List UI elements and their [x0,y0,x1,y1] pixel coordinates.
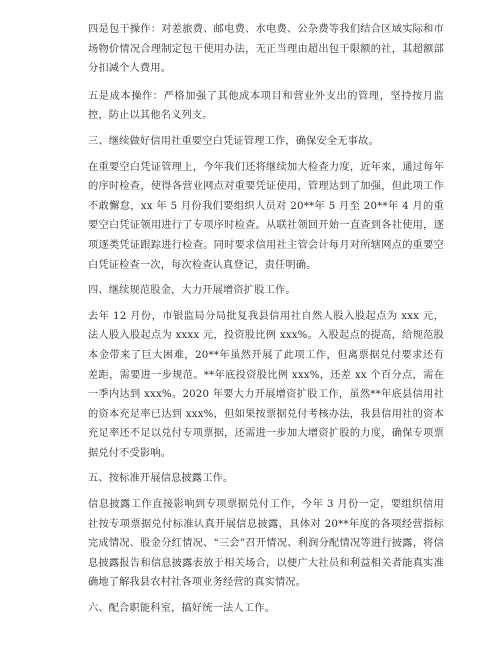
heading-information-disclosure: 五、按标准开展信息披露工作。 [88,473,234,485]
heading-blank-voucher-management: 三、继续做好信用社重要空白凭证管理工作，确保安全无事故。 [88,135,379,147]
paragraph-contract-operation: 四是包干操作：对差旅费、邮电费、水电费、公杂费等我们结合区域实际和市场物价情况合理制定包干使用办法，无正当理由超出包干限额的社，其超额部分扣减个人费用。 [88,24,444,75]
heading-unified-legal-entity: 六、配合职能科室，搞好统一法人工作。 [88,603,275,615]
paragraph-blank-voucher-inspection: 在重要空白凭证管理上，今年我们还将继续加大检查力度，近年来，通过每年的序时检查，使得各营业网点对重要凭证使用，管理达到了加强，但此项工作不敢懈怠，xx 年 5 月份我们要组织人员对 20**年 5 月至 20**年 4 月的重要空白凭证领用进行了专项序时检查。从联社领回开始一直查到各社使用，逐项逐类凭证跟踪进行检查。同时要求信用社主管会计每月对所辖网点的重要空白凭证检查一次，每次检查认真登记，责任明确。 [88,161,444,271]
heading-share-capital: 四、继续规范股金，大力开展增资扩股工作。 [88,285,296,297]
paragraph-information-disclosure: 信息披露工作直接影响到专项票据兑付工作，今年 3 月份一定，要组织信用社按专项票据兑付标准认真开展信息披露，具体对 20**年度的各项经营指标完成情况、股金分红情况、“三会”召开情况、利润分配情况等进行披露，将信息披露报告和信息披露表放于相关场合，以便广大社员和利益相关者能真实准确地了解我县农村社各项业务经营的真实情况。 [88,499,444,589]
paragraph-cost-operation: 五是成本操作：严格加强了其他成本项目和营业外支出的管理，坚持按月监控，防止以其他名义列支。 [88,90,444,122]
paragraph-share-capital-details: 去年 12 月份，市银监局分局批复我县信用社自然人股入股起点为 xxx 元，法人股入股起点为 xxxx 元，投资股比例 xxx%。入股起点的提高，给规范股本金带来了巨大困难，20**年虽然开展了此项工作，但离票据兑付要求还有差距，需要进一步规范。**年底投资股比例 xxx%，还差 xx 个百分点，需在一季内达到 xxx%。2020 年要大力开展增资扩股工作，虽然**年底县信用社的资本充足率已达到 xxx%，但如果按票据兑付考核办法，我县信用社的资本充足率还不足以兑付专项票据，还需进一步加大增资扩股的力度，确保专项票据兑付不受影响。 [88,310,444,459]
